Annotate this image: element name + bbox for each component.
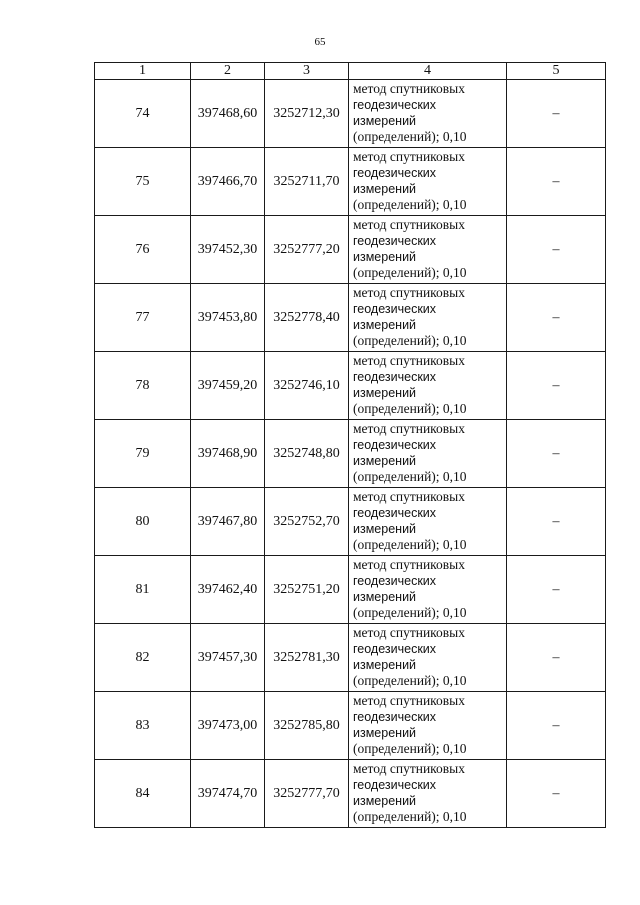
method-line: измерений [353, 522, 417, 536]
method-line: измерений [353, 658, 417, 672]
method-line: метод спутниковых [353, 693, 465, 708]
y-coordinate-cell: 3252777,70 [265, 760, 349, 828]
column-5-cell [507, 148, 606, 216]
method-line: геодезических [353, 166, 437, 180]
method-line: геодезических [353, 574, 437, 588]
column-5-cell [507, 692, 606, 760]
method-line: (определений); 0,10 [353, 605, 467, 620]
y-coordinate-cell: 3252746,10 [265, 352, 349, 420]
x-coordinate-cell: 397462,40 [191, 556, 265, 624]
table-row [95, 420, 606, 488]
method-line: (определений); 0,10 [353, 673, 467, 688]
method-line: измерений [353, 726, 417, 740]
method-line: (определений); 0,10 [353, 333, 467, 348]
x-coordinate-cell: 397459,20 [191, 352, 265, 420]
method-line: метод спутниковых [353, 149, 465, 164]
method-line: измерений [353, 454, 417, 468]
column-5-cell [507, 284, 606, 352]
header-col-3: 3 [265, 63, 349, 80]
method-cell [349, 148, 507, 216]
method-line: измерений [353, 182, 417, 196]
method-line: геодезических [353, 642, 437, 656]
y-coordinate-cell: 3252712,30 [265, 80, 349, 148]
method-cell [349, 216, 507, 284]
y-coordinate-cell: 3252785,80 [265, 692, 349, 760]
column-5-cell [507, 624, 606, 692]
table-row [95, 488, 606, 556]
table-row [95, 624, 606, 692]
method-cell [349, 488, 507, 556]
method-cell [349, 624, 507, 692]
column-5-cell [507, 420, 606, 488]
method-line: метод спутниковых [353, 557, 465, 572]
table-row [95, 692, 606, 760]
method-line: измерений [353, 794, 417, 808]
dash-mark: – [552, 785, 560, 801]
x-coordinate-cell: 397466,70 [191, 148, 265, 216]
dash-mark: – [552, 241, 560, 257]
x-coordinate-cell: 397457,30 [191, 624, 265, 692]
x-coordinate-cell: 397467,80 [191, 488, 265, 556]
x-coordinate-cell: 397452,30 [191, 216, 265, 284]
x-coordinate-cell: 397474,70 [191, 760, 265, 828]
method-line: геодезических [353, 438, 437, 452]
method-cell [349, 692, 507, 760]
method-line: метод спутниковых [353, 421, 465, 436]
method-line: метод спутниковых [353, 81, 465, 96]
x-coordinate-cell: 397473,00 [191, 692, 265, 760]
method-cell [349, 284, 507, 352]
method-line: (определений); 0,10 [353, 537, 467, 552]
y-coordinate-cell: 3252711,70 [265, 148, 349, 216]
method-cell [349, 352, 507, 420]
point-number-cell: 78 [95, 352, 191, 420]
dash-mark: – [552, 649, 560, 665]
dash-mark: – [552, 717, 560, 733]
method-line: метод спутниковых [353, 285, 465, 300]
column-5-cell [507, 488, 606, 556]
point-number-cell: 83 [95, 692, 191, 760]
table-header [95, 63, 606, 80]
method-line: измерений [353, 386, 417, 400]
method-line: геодезических [353, 506, 437, 520]
page-number: 65 [314, 36, 326, 48]
point-number-cell: 82 [95, 624, 191, 692]
header-row [95, 63, 606, 80]
method-line: метод спутниковых [353, 217, 465, 232]
method-line: геодезических [353, 302, 437, 316]
method-cell [349, 80, 507, 148]
column-5-cell [507, 80, 606, 148]
x-coordinate-cell: 397468,60 [191, 80, 265, 148]
coordinates-table [94, 62, 606, 828]
method-line: измерений [353, 250, 417, 264]
y-coordinate-cell: 3252752,70 [265, 488, 349, 556]
method-line: метод спутниковых [353, 489, 465, 504]
method-line: (определений); 0,10 [353, 809, 467, 824]
table-row [95, 556, 606, 624]
dash-mark: – [552, 445, 560, 461]
method-cell [349, 556, 507, 624]
header-col-5: 5 [507, 63, 606, 80]
point-number-cell: 75 [95, 148, 191, 216]
method-line: измерений [353, 114, 417, 128]
column-5-cell [507, 216, 606, 284]
method-line: геодезических [353, 778, 437, 792]
y-coordinate-cell: 3252777,20 [265, 216, 349, 284]
point-number-cell: 77 [95, 284, 191, 352]
method-line: (определений); 0,10 [353, 129, 467, 144]
column-5-cell [507, 556, 606, 624]
table-row [95, 80, 606, 148]
point-number-cell: 84 [95, 760, 191, 828]
header-col-4: 4 [349, 63, 507, 80]
dash-mark: – [552, 105, 560, 121]
method-line: метод спутниковых [353, 761, 465, 776]
x-coordinate-cell: 397468,90 [191, 420, 265, 488]
header-col-2: 2 [191, 63, 265, 80]
dash-mark: – [552, 581, 560, 597]
method-line: метод спутниковых [353, 625, 465, 640]
method-line: геодезических [353, 710, 437, 724]
method-line: геодезических [353, 98, 437, 112]
method-line: (определений); 0,10 [353, 197, 467, 212]
method-line: геодезических [353, 234, 437, 248]
point-number-cell: 79 [95, 420, 191, 488]
method-line: метод спутниковых [353, 353, 465, 368]
method-line: измерений [353, 318, 417, 332]
x-coordinate-cell: 397453,80 [191, 284, 265, 352]
y-coordinate-cell: 3252778,40 [265, 284, 349, 352]
table-row [95, 148, 606, 216]
method-line: измерений [353, 590, 417, 604]
method-cell [349, 760, 507, 828]
point-number-cell: 81 [95, 556, 191, 624]
point-number-cell: 80 [95, 488, 191, 556]
table-row [95, 216, 606, 284]
method-cell [349, 420, 507, 488]
table-row [95, 284, 606, 352]
y-coordinate-cell: 3252781,30 [265, 624, 349, 692]
dash-mark: – [552, 513, 560, 529]
dash-mark: – [552, 173, 560, 189]
y-coordinate-cell: 3252748,80 [265, 420, 349, 488]
method-line: (определений); 0,10 [353, 401, 467, 416]
method-line: (определений); 0,10 [353, 741, 467, 756]
header-col-1: 1 [95, 63, 191, 80]
method-line: (определений); 0,10 [353, 265, 467, 280]
column-5-cell [507, 760, 606, 828]
method-line: (определений); 0,10 [353, 469, 467, 484]
point-number-cell: 74 [95, 80, 191, 148]
column-5-cell [507, 352, 606, 420]
table-row [95, 352, 606, 420]
y-coordinate-cell: 3252751,20 [265, 556, 349, 624]
method-line: геодезических [353, 370, 437, 384]
table-body [95, 80, 606, 828]
dash-mark: – [552, 309, 560, 325]
point-number-cell: 76 [95, 216, 191, 284]
dash-mark: – [552, 377, 560, 393]
table-row [95, 760, 606, 828]
